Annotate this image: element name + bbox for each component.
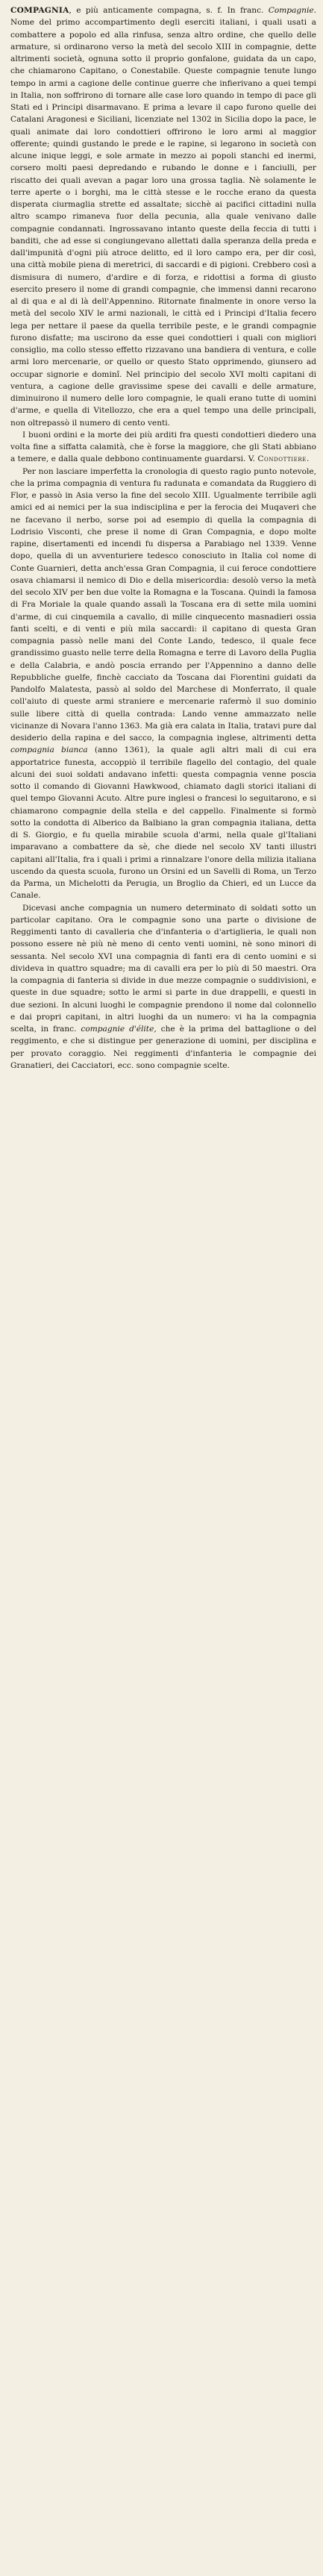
paragraph-text: (anno 1361), la quale agli altri mali di cui era apportatrice funesta, accoppiò il terribile flagello del contagio, del quale alcuni dei suoi soldati andavano infetti: questa compagnia venne poscia sotto il comando di Giovanni Hawkwood, chiamato dagli storici italiani di quel tempo Giovanni Acuto. Altre pure inglesi o francesi lo seguitarono, e si chiamarono compagnie della stella e del cappello. Finalmente si formò sotto la condotta di Alberico da Balbiano la gran compagnia italiana, detta di S. Giorgio, e fu quella mirabile scuola d'armi, nella quale gl'Italiani imparavano a combattere da sè, che diede nel secolo XV tanti illustri capitani all'Italia, fra i quali i primi a rinnalzare l'onore della milizia italiana uscendo da questa scuola, furono un Orsini ed un Savelli di Roma, un Terzo da Parma, un Michelotti da Perugia, un Broglio da Chieri, ed un Lucce da Canale. [10,745,317,901]
cross-reference: Condottiere. [257,454,310,464]
paragraph-text: Nome del primo accompartimento degli eserciti italiani, i quali usati a combattere a popolo ed alla rinfusa, senza altro ordine, che quello delle armature, si ordinarono verso la metà del secolo XIII in compagnie, dette altrimenti società, ognuna sotto il proprio gonfalone, guidata da un capo, che chiamarono Capitano, o Conestabile. Queste compagnie tenute lungo tempo in armi a cagione delle continue guerre che infierivano a quei tempi in Italia, non soffrirono di tornare alle case loro quando in tempo di pace gli Stati ed i Principi disarmavano. E prima a levare il capo furono quelle dei Catalani Aragonesi e Siciliani, licenziate nel 1302 in Sicilia dopo la pace, le quali animate dai loro condottieri offrirono le loro armi al maggior offerente; quindi gustando le prede e le rapine, si legarono in società con alcune inique leggi, e sole armate in mezzo ai popoli stanchi ed inermi, corsero molti paesi depredando e rubando le donne e i fanciulli, per riscatto dei quali avevan a pagar loro una grossa taglia. Nè solamente le terre aperte o i borghi, ma le città stesse e le rocche erano da questa disperata ciurmaglia strette ed assaltate; sicchè ai pacifici cittadini nulla altro scampo rimaneva fuor della pecunia, alla quale venivano dalle compagnie condannati. Ingrossavano intanto queste della feccia di tutti i banditi, che ad esse si congiungevano allettati dalla speranza della preda e dall'impunità d'ogni più atroce delitto, ed il loro campo era, per dir così, una città mobile piena di meretrici, di saccardi e di pigioni. Crebbero così a dismisura di numero, d'ardire e di forza, e ridottisi a forma di giusto esercito presero il nome di grandi compagnie, che immensi danni recarono al di qua e al di là dell'Appennino. Ritornate finalmente in onore verso la metà del secolo XIV le armi nazionali, le città ed i Principi d'Italia fecero lega per nettare il paese da quella terribile peste, e le grandi compagnie furono disfatte; ma uscirono da esse quei condottieri i quali con migliori consiglio, ma collo stesso effetto rizzavano una bandiera di ventura, e colle armi loro mercenarie, or quello or questo Stato opprimendo, giunsero ad occupar signorie e dominî. Nel principio del secolo XVI molti capitani di ventura, a cagione delle gravissime spese dei cavalli e delle armature, diminuirono il numero delle loro compagnie, le quali erano tutte di uomini d'arme, e quella di Vitellozzo, che era a quel tempo una delle principali, non oltrepassò il numero di cento venti. [10,18,316,428]
paragraph-text: Dicevasi anche compagnia un numero determinato di soldati sotto un particolar capitano. Ora le compagnie sono una parte o divisione de Reggimenti tanto di cavalleria che d'infanteria o d'artiglieria, le quali non possono essere nè più nè meno di cento venti uomini, nè sono minori di sessanta. Nel secolo XVI una compagnia di fanti era di cento uomini e si divideva in quattro squadre; ma di cavalli era per lo più di 50 maestri. Ora la compagnia di fanteria si divide in due mezze compagnie o suddivisioni, e queste in due squadre; sotto le armi si parte in due drappelli, e questi in due sezioni. In alcuni luoghi le compagnie prendono il nome dal colonnello e dai propri capitani, in altri luoghi da un numero: vi ha la compagnia scelta, in franc. [10,903,316,1034]
entry-paragraph [10,429,316,466]
paragraph-text: che è la prima del battaglione o del reggimento, e che si distingue per generazione di uomini, per disciplina e per provato coraggio. Nei reggimenti d'infanteria le compagnie dei Granatieri, dei Cacciatori, ecc. sono compagnie scelte. [10,1025,317,1070]
italic-term: compagnie d'élite, [81,1025,157,1034]
entry-paragraph [10,4,316,429]
paragraph-text: , e più anticamente compagna, s. f. In franc. [69,6,269,15]
entry-paragraph [10,466,316,902]
headword: COMPAGNIA [10,6,69,15]
italic-term: compagnia bianca [10,745,88,755]
dictionary-entry-compagnia [10,4,316,1072]
paragraph-text: I buoni ordini e la morte dei più arditi fra questi condottieri diedero una volta fine a siffatta calamità, che è forse la maggiore, che gli Stati abbiano a temere, e dalla quale debbono continuamente guardarsi. V. [10,430,316,464]
paragraph-text: Per non lasciare imperfetta la cronologia di questo ragio punto notevole, che la prima compagnia di ventura fu radunata e comandata da Ruggiero di Flor, e passò in Asia verso la fine del secolo XIII. Ugualmente terribile agli amici ed ai nemici per la sua indisciplina e per la ferocia dei Muqaveri che ne facevano il nerbo, sorse poi ad esempio di quella la compagnia di Lodrisio Visconti, che prese il nome di Gran Compagnia, e dopo molte rapine, disertamenti ed incendi fu dispersa a Parabiago nel 1339. Venne dopo, quella di un avventuriere tedesco conosciuto in Italia col nome di Conte Guarnieri, detta anch'essa Gran Compagnia, il cui feroce condottiere osava chiamarsi il nemico di Dio e della misericordia: desolò verso la metà del secolo XIV per ben due volte la Romagna e la Toscana. Quindi la famosa di Fra Moriale la quale quando assalì la Toscana era di sette mila uomini d'arme, di cui cinquemila a cavallo, di mille cinquecento masnadieri ossia fanti scelti, e di venti e più mila saccardi: il capitano di questa Gran compagnia passò nelle mani del Conte Lando, tedesco, il quale fece grandissimo guasto nelle terre della Romagna e terre di Lavoro della Puglia e della Calabria, e andò poscia errando per l'Appennino a danno delle Repubbliche guelfe, finchè cacciato da Toscana dai Fiorentini guidati da Pandolfo Malatesta, passò al soldo del Marchese di Monferrato, il quale coll'aiuto di queste armi straniere e mercenarie rafermò il suo dominio sulle libere città di quella contrada: Lando venne ammazzato nelle vicinanze di Novara l'anno 1363. Ma già era calata in Italia, tratavi pure dal desiderio della rapina e del sacco, la compagnia inglese, altrimenti detta [10,466,316,743]
italic-term: Compagnie. [268,6,316,15]
entry-paragraph [10,902,316,1072]
